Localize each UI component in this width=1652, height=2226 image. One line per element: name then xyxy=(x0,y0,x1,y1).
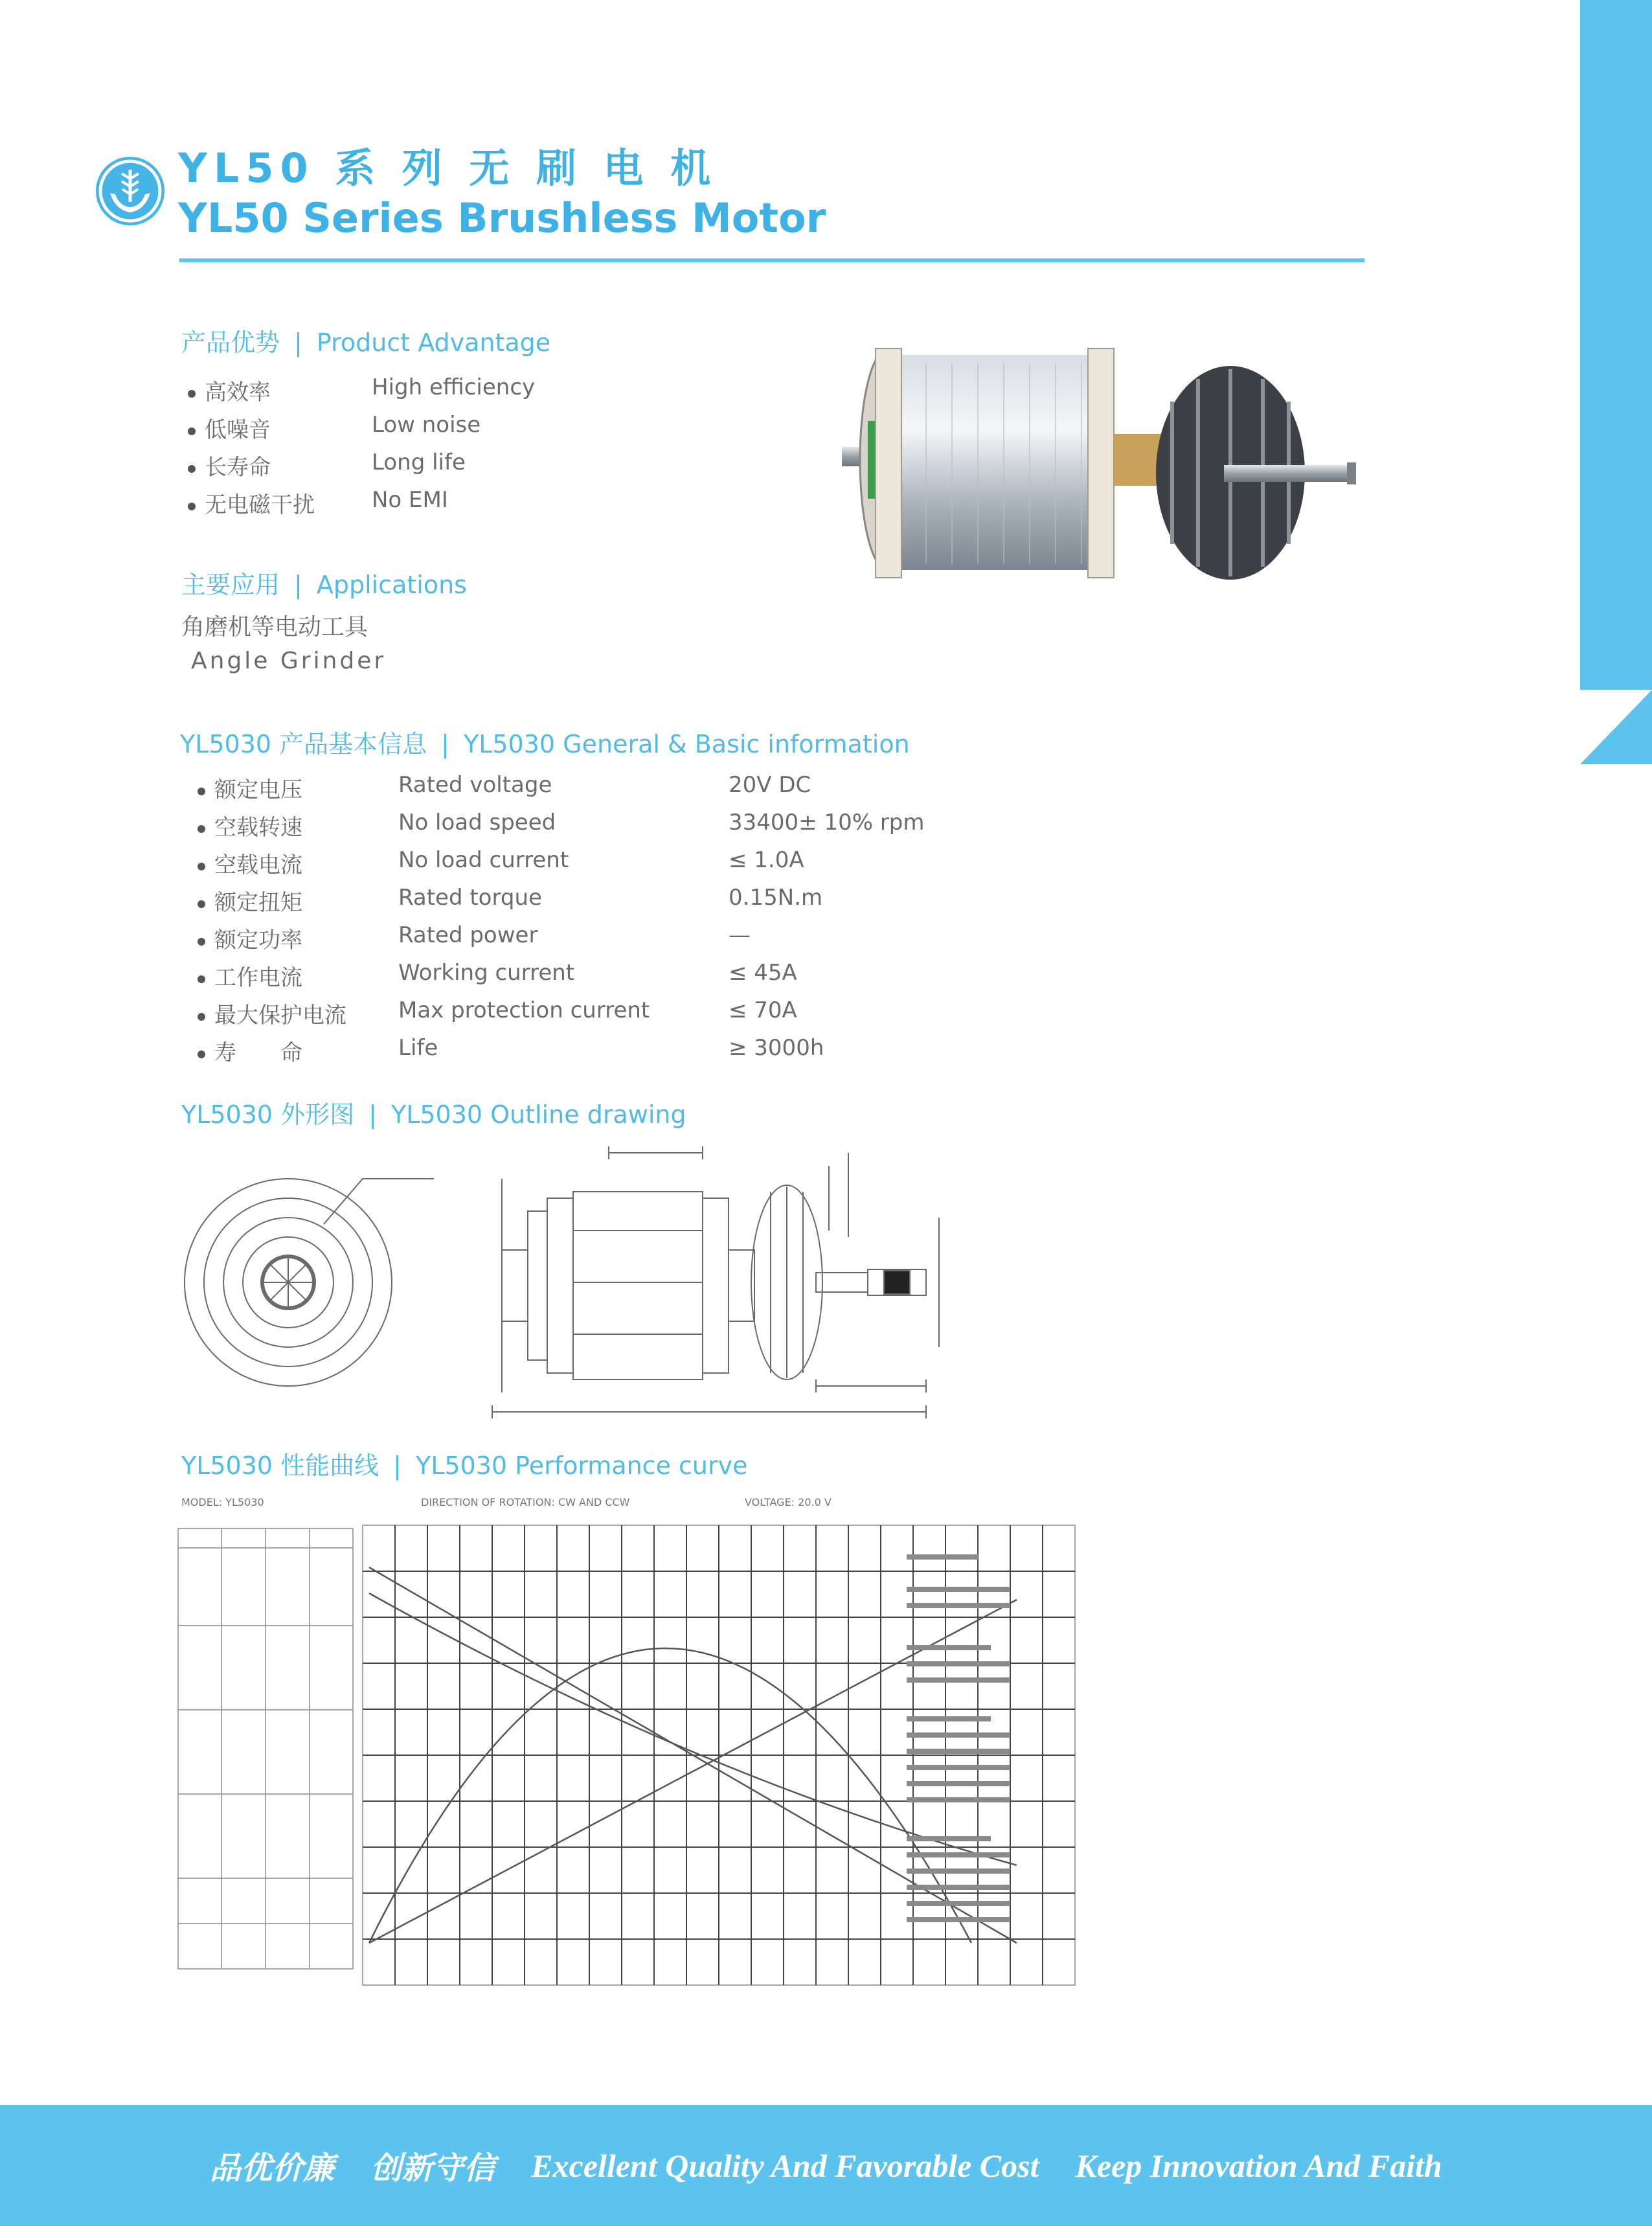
advantage-item-en: No EMI xyxy=(372,487,448,513)
outline-drawing xyxy=(175,1140,984,1425)
model-value: YL5030 xyxy=(225,1496,264,1508)
advantage-item xyxy=(188,449,771,487)
advantage-item-en: High efficiency xyxy=(372,374,536,400)
spec-label-en: No load speed xyxy=(398,810,556,835)
spec-value: ≤ 1.0A xyxy=(729,847,804,873)
bullet-icon xyxy=(198,1051,205,1058)
spec-row xyxy=(198,885,910,922)
spec-label-cn: 空载转速 xyxy=(214,815,302,841)
spec-value: ≤ 70A xyxy=(729,997,797,1023)
advantage-heading-en: Product Advantage xyxy=(316,328,551,357)
bullet-icon xyxy=(188,427,196,435)
performance-model xyxy=(181,1496,264,1508)
spec-value: 20V DC xyxy=(729,772,811,798)
spec-row xyxy=(198,997,910,1035)
applications-heading-cn: 主要应用 xyxy=(181,571,280,599)
spec-row xyxy=(198,772,910,810)
side-accent-cut xyxy=(1580,690,1652,764)
slogan-en-1: Excellent Quality And Favorable Cost xyxy=(531,2147,1039,2184)
applications-line-en: Angle Grinder xyxy=(191,648,387,674)
performance-heading: YL5030 性能曲线 | YL5030 Performance curve xyxy=(181,1451,748,1480)
spec-label-en: Max protection current xyxy=(398,997,650,1023)
model-label: MODEL: xyxy=(181,1496,223,1508)
spec-value: 33400± 10% rpm xyxy=(729,810,925,835)
title-divider xyxy=(179,258,1364,262)
spec-row xyxy=(198,922,910,960)
bullet-icon xyxy=(198,788,205,795)
page-title-en: YL50 Series Brushless Motor xyxy=(178,194,826,242)
advantage-item xyxy=(188,374,771,412)
spec-value: — xyxy=(729,922,751,948)
spec-row xyxy=(198,810,925,847)
applications-heading-en: Applications xyxy=(316,571,467,599)
spec-label-en: Rated voltage xyxy=(398,772,552,798)
performance-heading-en: YL5030 Performance curve xyxy=(415,1451,748,1480)
footer-slogan xyxy=(0,2105,1652,2226)
spec-value: ≤ 45A xyxy=(729,960,797,986)
spec-row xyxy=(198,960,910,997)
advantage-item-cn: 高效率 xyxy=(205,380,271,405)
advantage-item-cn: 低噪音 xyxy=(205,417,271,443)
spec-label-cn: 额定电压 xyxy=(214,777,302,803)
applications-heading: 主要应用 | Applications xyxy=(181,571,467,599)
spec-label-cn: 工作电流 xyxy=(214,965,302,991)
spec-label-en: Working current xyxy=(398,960,575,986)
spec-label-cn: 额定功率 xyxy=(214,927,302,953)
advantage-item-en: Long life xyxy=(372,449,466,475)
spec-label-cn: 寿 命 xyxy=(214,1040,302,1066)
general-heading: YL5030 产品基本信息 | YL5030 General & Basic information xyxy=(180,730,910,758)
advantage-heading: 产品优势 | Product Advantage xyxy=(181,328,551,357)
advantage-item xyxy=(188,487,771,525)
spec-label-en: Rated power xyxy=(398,922,538,948)
general-heading-en: YL5030 General & Basic information xyxy=(463,730,910,758)
performance-voltage: VOLTAGE: 20.0 V xyxy=(745,1496,832,1508)
bullet-icon xyxy=(198,825,205,833)
general-heading-cn: YL5030 产品基本信息 xyxy=(180,730,427,758)
spec-row xyxy=(198,847,910,885)
spec-label-cn: 空载电流 xyxy=(214,852,302,878)
spec-label-en: Life xyxy=(398,1035,438,1061)
bullet-icon xyxy=(198,938,205,946)
motor-product-image xyxy=(835,324,1366,622)
advantage-list xyxy=(188,374,771,525)
bullet-icon xyxy=(188,503,196,510)
spec-value: 0.15N.m xyxy=(729,885,823,911)
advantage-item-en: Low noise xyxy=(372,412,481,438)
outline-heading: YL5030 外形图 | YL5030 Outline drawing xyxy=(181,1100,686,1129)
spec-label-cn: 最大保护电流 xyxy=(214,1003,346,1028)
outline-heading-en: YL5030 Outline drawing xyxy=(390,1100,686,1129)
bullet-icon xyxy=(198,900,205,908)
company-logo xyxy=(96,157,164,225)
applications-line-cn: 角磨机等电动工具 xyxy=(181,614,368,641)
bullet-icon xyxy=(198,1013,205,1021)
spec-label-cn: 额定扭矩 xyxy=(214,890,302,916)
spec-row xyxy=(198,1035,910,1073)
advantage-item-cn: 长寿命 xyxy=(205,455,271,481)
page-title-cn: YL50 系 列 无 刷 电 机 xyxy=(178,144,718,192)
bullet-icon xyxy=(198,975,205,983)
slogan-en-2: Keep Innovation And Faith xyxy=(1075,2147,1442,2184)
performance-heading-cn: YL5030 性能曲线 xyxy=(181,1451,379,1480)
advantage-item xyxy=(188,412,771,449)
bullet-icon xyxy=(188,390,196,398)
side-accent-bar xyxy=(1580,0,1652,764)
performance-curve-chart xyxy=(175,1516,1114,2008)
performance-direction: DIRECTION OF ROTATION: CW AND CCW xyxy=(421,1496,630,1508)
slogan-cn-2: 创新守信 xyxy=(370,2150,495,2186)
outline-heading-cn: YL5030 外形图 xyxy=(181,1100,355,1129)
spec-label-en: Rated torque xyxy=(398,885,542,911)
general-spec-list xyxy=(198,772,925,1073)
spec-label-en: No load current xyxy=(398,847,569,873)
advantage-item-cn: 无电磁干扰 xyxy=(205,492,315,518)
wheat-hands-icon xyxy=(96,157,164,225)
advantage-heading-cn: 产品优势 xyxy=(181,328,280,357)
slogan-cn-1: 品优价廉 xyxy=(210,2150,335,2186)
spec-value: ≥ 3000h xyxy=(729,1035,824,1061)
bullet-icon xyxy=(188,465,196,473)
bullet-icon xyxy=(198,863,205,870)
